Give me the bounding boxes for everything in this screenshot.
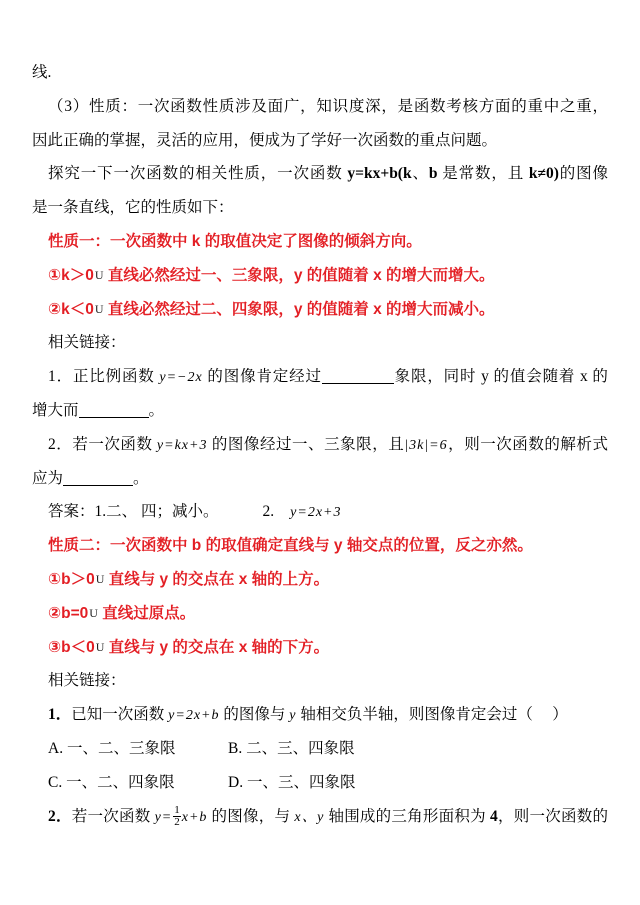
explore-condition: k≠0) (528, 165, 559, 183)
explore-line-1 (32, 157, 608, 191)
explore-comma: 、 (411, 165, 429, 183)
p2-question-1-options-row-2 (32, 766, 608, 800)
question-text: 轴相交负半轴，则图像肯定会过（ ） (296, 706, 568, 724)
question-text: 正比例函数 (72, 368, 160, 386)
carryover-line (32, 56, 608, 90)
axes-variables: x、y (294, 809, 325, 825)
question-text: 的图像，与 (207, 807, 295, 825)
answer-2-formula: y=2x+3 (290, 505, 342, 521)
property2-title-text: 性质二：一次函数中 b 的取值确定直线与 y 轴交点的位置，反之亦然。 (48, 537, 533, 555)
property2-title (32, 529, 608, 563)
intro-line-2 (32, 124, 608, 158)
intro-text-1: 一次函数性质涉及面广，知识度深，是函数考核方面的重中之重， (137, 97, 608, 115)
p2-question-1 (32, 698, 608, 732)
implies-glyph: U (94, 267, 104, 282)
question-text: 增大而 (32, 401, 79, 419)
question-number: 1． (48, 706, 72, 724)
intro-label: （3）性质： (48, 97, 138, 115)
question-text: 象限，同时 (393, 368, 482, 386)
links-label-text: 相关链接： (48, 334, 126, 352)
p1-question-2-line-2 (32, 462, 608, 496)
question-number: 2． (48, 807, 72, 825)
question-text: 已知一次函数 (71, 706, 169, 724)
case-text: 直线过原点。 (97, 604, 196, 622)
case-text: 直线与 y 的交点在 x 轴的下方。 (104, 638, 330, 656)
question-text: 的图像与 (219, 706, 290, 724)
case-condition: ②k＜0 (48, 300, 94, 318)
option-a: A. 一、二、三象限 (48, 739, 176, 757)
case-text: 直线必然经过二、四象限，y 的值随着 x 的增大而减小。 (103, 300, 495, 318)
property1-case-2 (32, 293, 608, 327)
explore-formula: y=kx+b(k (347, 165, 412, 183)
question-text: ，则一次函数的 (497, 807, 608, 825)
property2-case-3 (32, 631, 608, 665)
fill-in-blank (63, 471, 133, 486)
case-condition: ①k＞0 (48, 266, 94, 284)
question-text: 的值会随着 (488, 368, 580, 386)
variable-y: y (289, 708, 297, 724)
implies-glyph: U (95, 639, 105, 654)
absolute-value-condition: |3k|=6 (404, 437, 448, 453)
p1-question-1-line-2 (32, 394, 608, 428)
formula-lhs: y= (154, 809, 173, 825)
question-text: ，则一次函数的解析式 (447, 435, 608, 453)
question-text: 轴围成的三角形面积为 (324, 807, 491, 825)
fraction-denominator: 2 (174, 816, 180, 829)
question-text: 的图像经过一、三象限，且 (207, 435, 405, 453)
question-formula: y=kx+3 (156, 437, 208, 453)
case-text: 直线与 y 的交点在 x 轴的上方。 (104, 570, 330, 588)
implies-glyph: U (94, 301, 104, 316)
formula-rhs: x+b (181, 809, 208, 825)
explore-line-2 (32, 191, 608, 225)
p2-question-1-options-row-1 (32, 732, 608, 766)
p1-question-2-line-1 (32, 428, 608, 462)
document-page (0, 56, 640, 833)
property1-title-text: 性质一：一次函数中 k 的取值决定了图像的倾斜方向。 (48, 232, 422, 250)
case-condition: ②b=0 (48, 604, 89, 622)
option-c: C. 一、二、四象限 (48, 773, 175, 791)
fill-in-blank (322, 369, 394, 384)
question-formula: y=2x+b (168, 708, 220, 724)
explore-tail: 的图像 (558, 165, 608, 183)
explore-text-2: 是一条直线，它的性质如下： (32, 199, 234, 217)
question-text: 的图像肯定经过 (202, 368, 322, 386)
p1-question-1-line-1 (32, 360, 608, 394)
question-end: 。 (133, 469, 149, 487)
question-text: 的 (587, 368, 608, 386)
fraction-numerator: 1 (174, 804, 180, 817)
answer-label: 答案： (48, 503, 95, 521)
explore-lead: 探究一下一次函数的相关性质，一次函数 (48, 165, 348, 183)
explore-mid: 是常数，且 (437, 165, 529, 183)
fraction-one-half (173, 805, 181, 828)
answer-1: 1.二、 四；减小。 (94, 503, 219, 521)
explore-b-variable: b (428, 165, 438, 183)
question-number: 2． (48, 435, 73, 453)
intro-line-1 (32, 90, 608, 124)
fill-in-blank (79, 403, 149, 418)
property1-case-1 (32, 259, 608, 293)
answer-line (32, 495, 608, 529)
question-text: 若一次函数 (72, 435, 157, 453)
links-label-text: 相关链接： (48, 672, 126, 690)
carryover-text: 线. (32, 64, 52, 81)
question-number: 1． (48, 368, 73, 386)
case-text: 直线必然经过一、三象限，y 的值随着 x 的增大而增大。 (103, 266, 495, 284)
question-text: 应为 (32, 469, 64, 487)
implies-glyph: U (89, 605, 98, 620)
property1-links-label (32, 326, 608, 360)
case-condition: ③b＜0 (48, 638, 95, 656)
implies-glyph: U (95, 571, 105, 586)
variable-y: y (481, 368, 489, 386)
question-text: 若一次函数 (71, 807, 155, 825)
case-condition: ①b＞0 (48, 570, 95, 588)
property2-case-1 (32, 563, 608, 597)
answer-2-number: 2. (262, 503, 275, 521)
option-b: B. 二、三、四象限 (228, 739, 355, 757)
question-end: 。 (148, 401, 165, 419)
property1-title (32, 225, 608, 259)
question-formula: y=−2x (159, 370, 203, 386)
variable-x: x (579, 368, 588, 386)
area-value: 4 (490, 807, 498, 825)
property2-links-label (32, 664, 608, 698)
property2-case-2 (32, 597, 608, 631)
p2-question-2-line-1 (32, 800, 608, 834)
option-d: D. 一、三、四象限 (228, 773, 356, 791)
intro-text-2: 因此正确的掌握，灵活的应用，便成为了学好一次函数的重点问题。 (32, 131, 498, 149)
